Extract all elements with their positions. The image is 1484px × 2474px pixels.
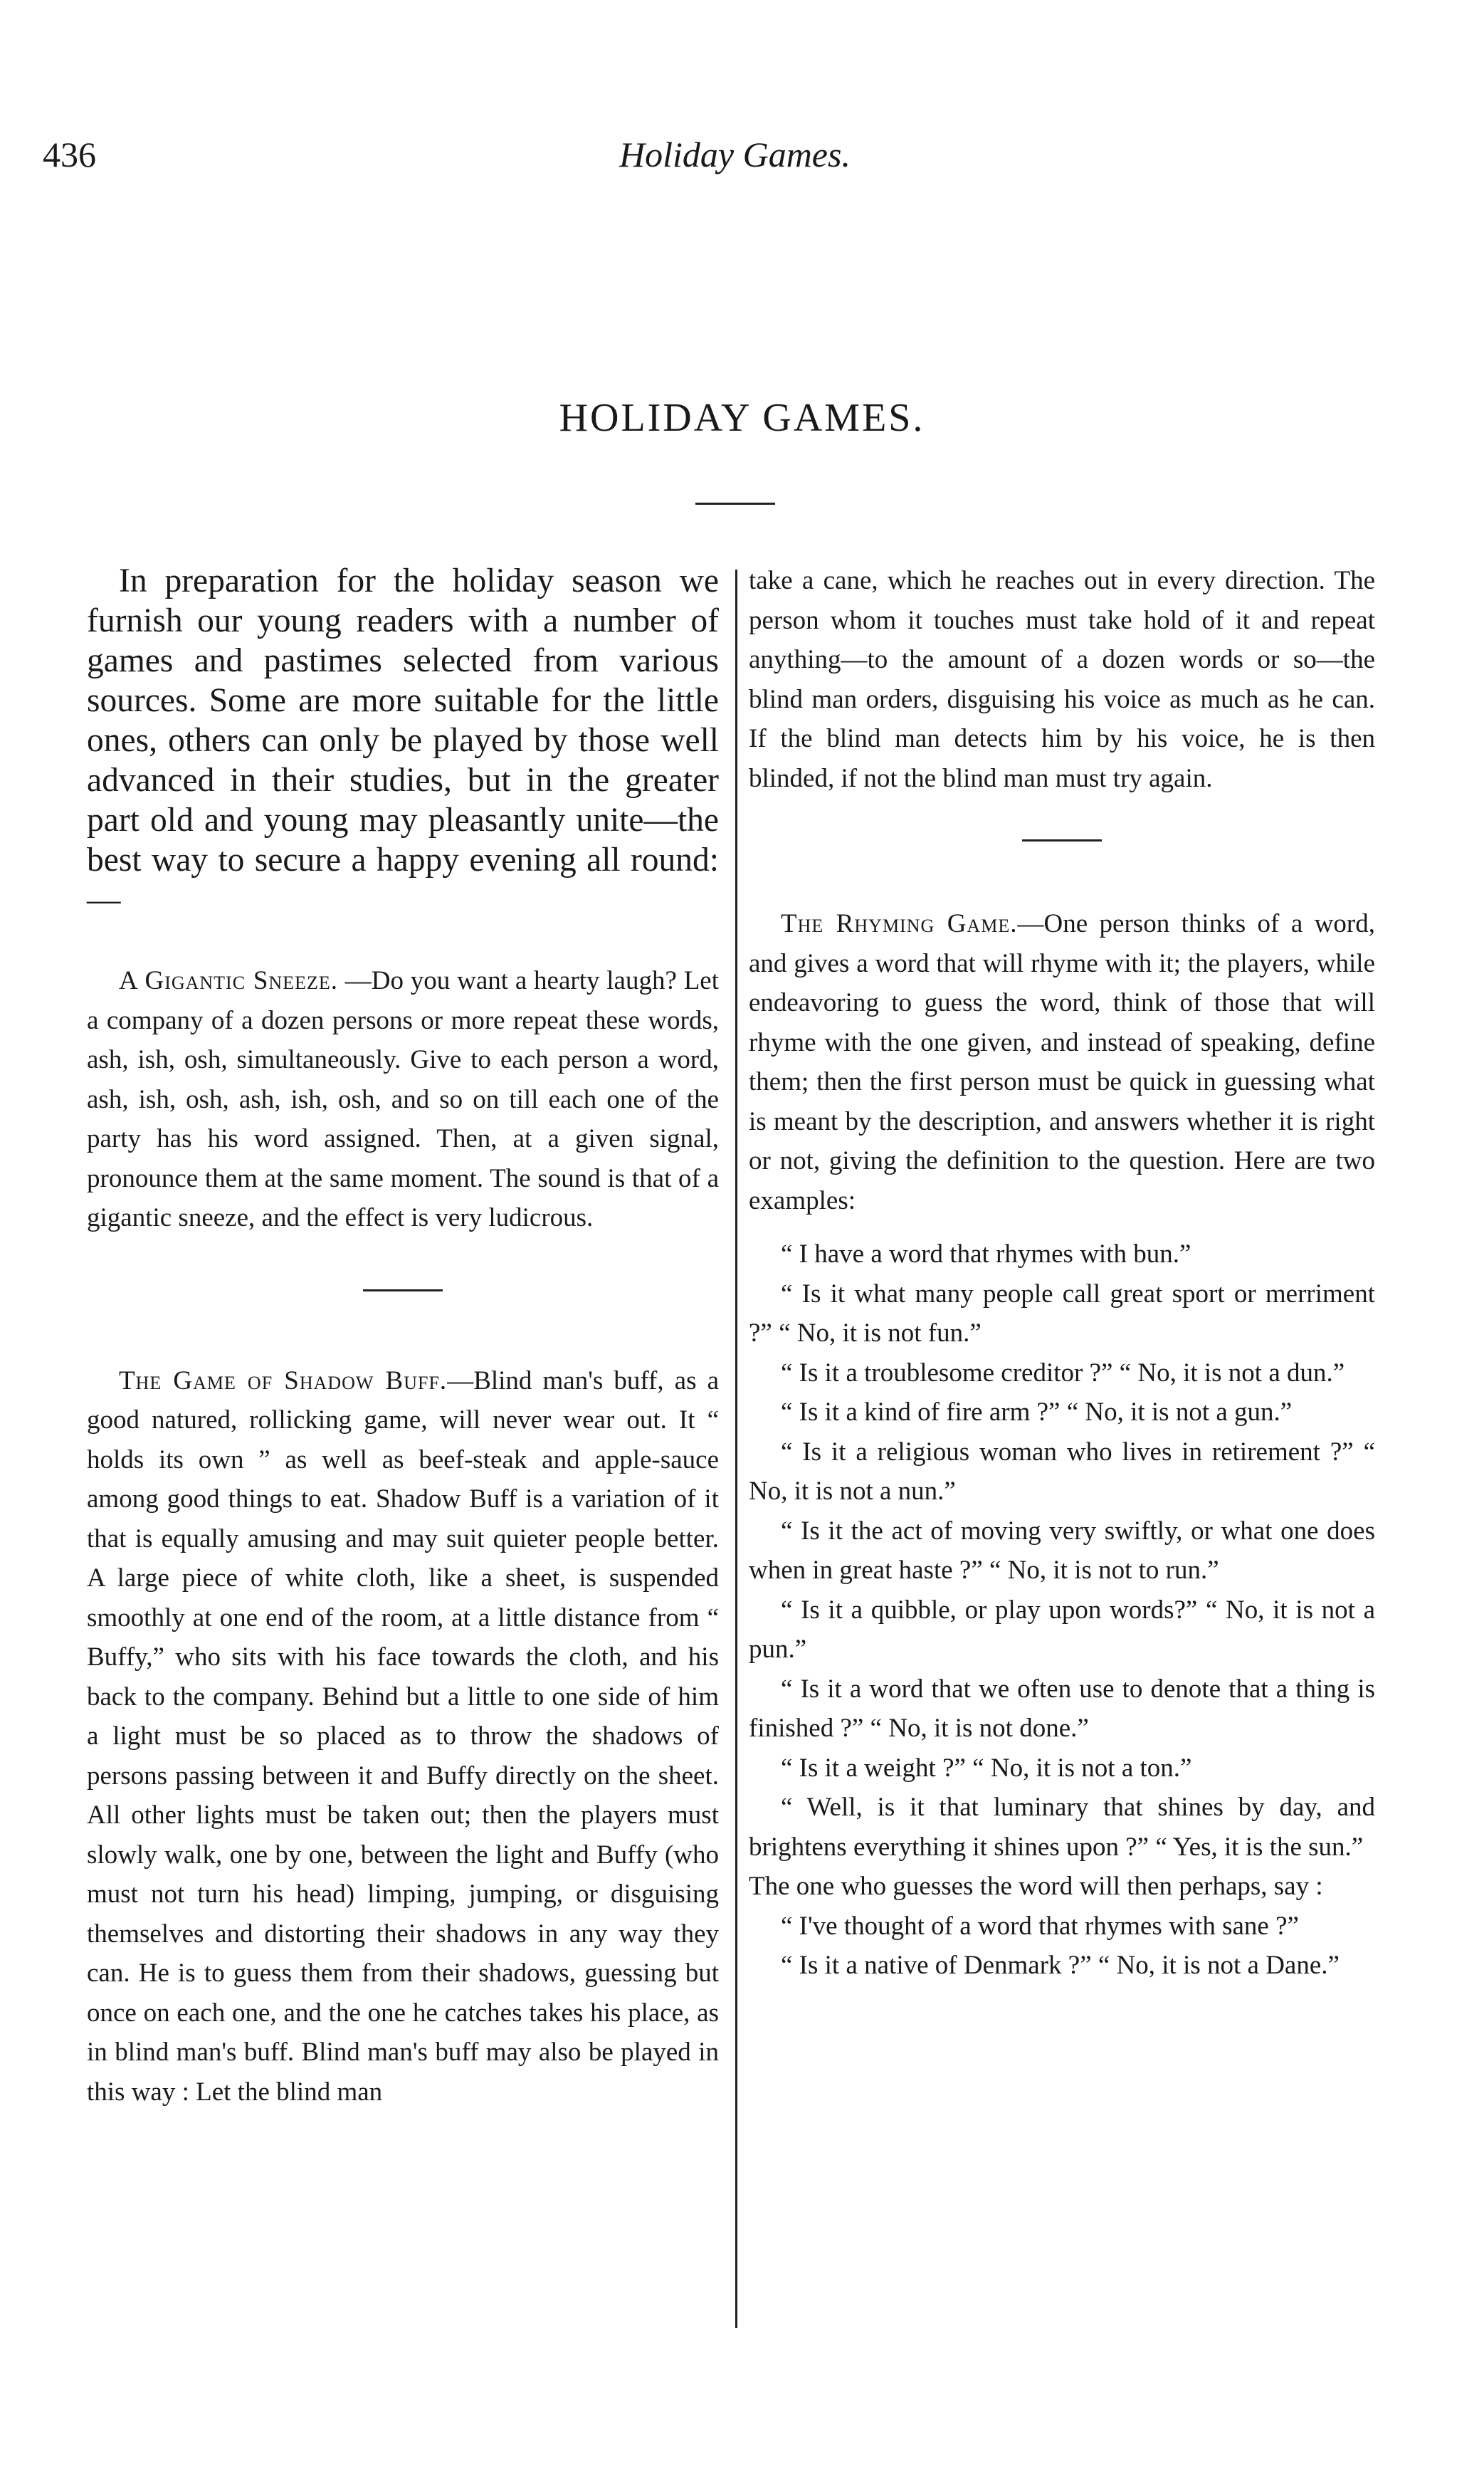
dialog-line: “ Is it what many people call great sport or merriment ?” “ No, it is not fun.” — [749, 1279, 1375, 1348]
right-column — [749, 561, 1375, 1986]
sneeze-text: —Do you want a hearty laugh? Let a company of a dozen persons or more repeat these words, ash, ish, osh, simultaneously. Give to each person a word, ash, ish, osh, ash, ish, osh, and so on till each one of the party has his word assigned. Then, at a given signal, pronounce them at the same moment. The sound is that of a gigantic sneeze, and the effect is very ludicrous. — [87, 966, 719, 1232]
shadow-buff-paragraph — [87, 1361, 719, 2112]
shadow-buff-text: —Blind man's buff, as a good natured, rollicking game, will never wear out. It “ holds its own ” as well as beef-steak and apple-sauce among good things to eat. Shadow Buff is a variation of it that is equally amusing and may suit quieter people better. A large piece of white cloth, like a sheet, is suspended smoothly at one end of the room, at a little distance from “ Buffy,” who sits with his face towards the cloth, and his back to the company. Behind but a little to one side of him a light must be so placed as to throw the shadows of persons passing between it and Buffy directly on the sheet. All other lights must be taken out; then the players must slowly walk, one by one, between the light and Buffy (who must not turn his head) limping, jumping, or disguising themselves and distorting their shadows in any way they can. He is to guess them from their shadows, guessing but once on each one, and the one he catches takes his place, as in blind man's buff. Blind man's buff may also be played in this way : Let the blind man — [87, 1366, 719, 2107]
shadow-buff-continuation: take a cane, which he reaches out in every direction. The person whom it touches must take hold of it and repeat anything—to the amount of a dozen words or so—the blind man orders, disguising his voice as much as he can. If the blind man detects him by his voice, he is then blinded, if not the blind man must try again. — [749, 566, 1375, 793]
dialog-line: “ Is it a troublesome creditor ?” “ No, it is not a dun.” — [781, 1358, 1345, 1388]
dialog-line: “ Is it a word that we often use to denote that a thing is finished ?” “ No, it is not done.” — [749, 1674, 1375, 1743]
article-title: HOLIDAY GAMES. — [559, 396, 925, 440]
dialog-line: “ Well, is it that luminary that shines by day, and brightens everything it shines upon ?” “ Yes, it is the sun.” — [749, 1793, 1375, 1862]
sneeze-paragraph — [87, 961, 719, 1238]
rhyming-text: —One person thinks of a word, and gives a word that will rhyme with it; the players, while endeavoring to guess the word, think of those that will rhyme with the one given, and instead of speaking, define them; then the first person must be quick in guessing what is meant by the description, and answers whether it is right or not, giving the definition to the question. Here are two examples: — [749, 909, 1375, 1215]
title-rule — [695, 503, 775, 505]
shadow-buff-heading: The Game of Shadow Buff. — [119, 1366, 448, 1395]
closing-paragraph: The one who guesses the word will then perhaps, say : — [749, 1872, 1323, 1901]
sneeze-heading: A Gigantic Sneeze. — [119, 966, 338, 995]
running-head: Holiday Games. — [619, 135, 851, 174]
rhyming-heading: The Rhyming Game. — [781, 909, 1018, 938]
column-divider — [735, 570, 737, 2328]
dialog-line: “ Is it a quibble, or play upon words?” “ No, it is not a pun.” — [749, 1595, 1375, 1664]
dialog-line: “ Is it the act of moving very swiftly, or what one does when in great haste ?” “ No, it is not to run.” — [749, 1516, 1375, 1585]
left-column — [87, 561, 719, 2112]
page-number: 436 — [43, 135, 96, 174]
dialog-line: “ Is it a native of Denmark ?” “ No, it is not a Dane.” — [781, 1951, 1340, 1980]
dialog-line: “ I have a word that rhymes with bun.” — [781, 1239, 1191, 1269]
dialog-line: “ Is it a religious woman who lives in retirement ?” “ No, it is not a nun.” — [749, 1437, 1375, 1506]
intro-paragraph: In preparation for the holiday season we furnish our young readers with a number of games and pastimes selected from various sources. Some are more suitable for the little ones, others can only be played by those well advanced in their studies, but in the greater part old and young may pleasantly unite—the best way to secure a happy evening all round:— — [87, 562, 719, 918]
dialog-line: “ I've thought of a word that rhymes with sane ?” — [781, 1911, 1299, 1941]
dialog-line: “ Is it a weight ?” “ No, it is not a ton.” — [781, 1753, 1192, 1783]
page-header — [43, 134, 1395, 191]
rhyming-paragraph — [749, 904, 1375, 1220]
dialog-line: “ Is it a kind of fire arm ?” “ No, it is not a gun.” — [781, 1398, 1293, 1427]
